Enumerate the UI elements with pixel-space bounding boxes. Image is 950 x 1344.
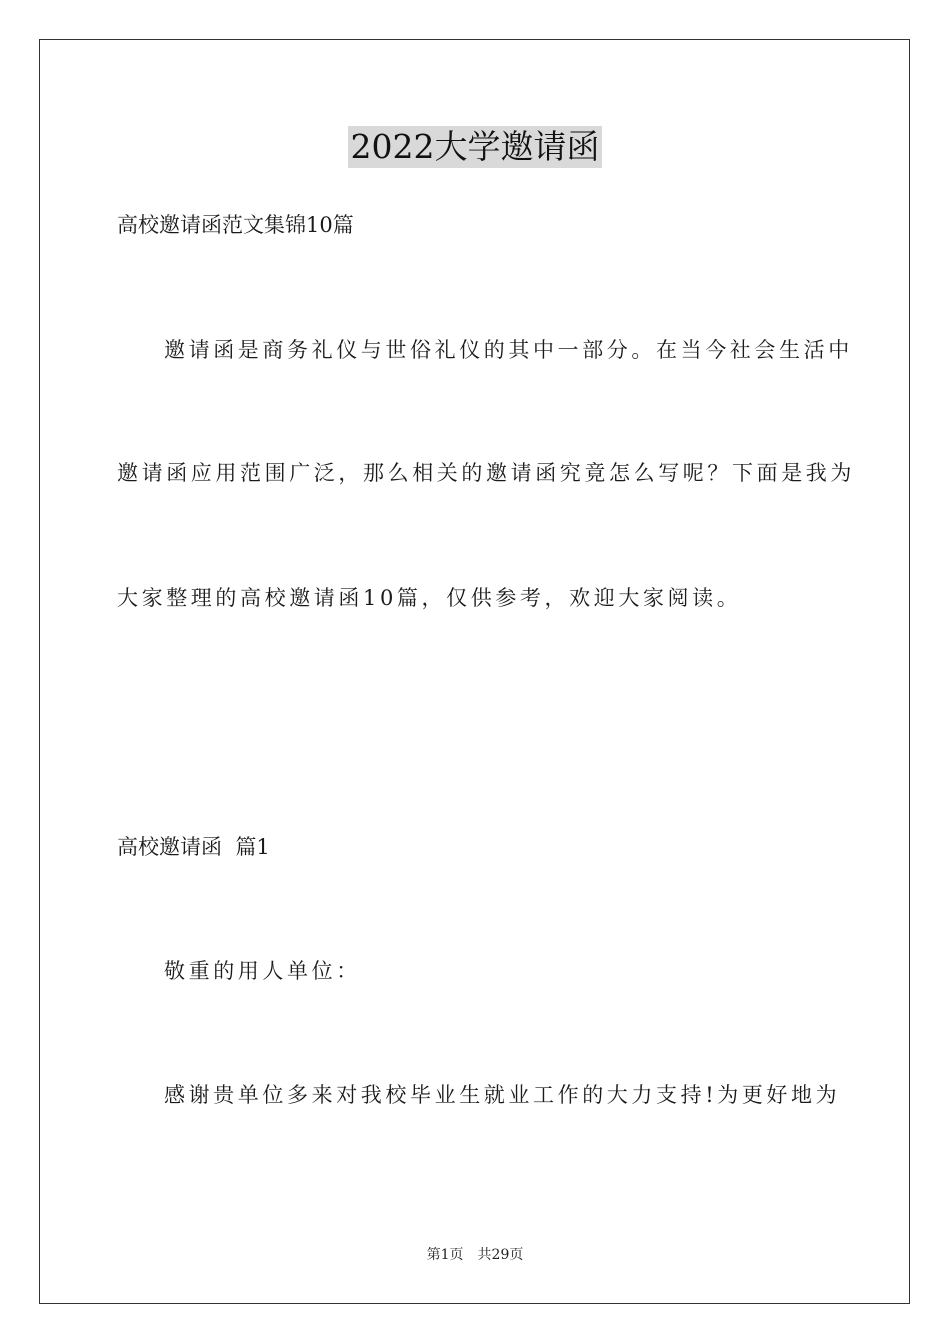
intro-line-1: 邀请函是商务礼仪与世俗礼仪的其中一部分。在当今社会生活中 [164,338,853,362]
page-number-total: 共29页 [477,1247,524,1263]
section-heading: 高校邀请函 篇1 [117,835,270,859]
page-number-current: 第1页 [426,1247,464,1263]
intro-line-3: 大家整理的高校邀请函10篇，仅供参考，欢迎大家阅读。 [117,586,742,610]
intro-line-2: 邀请函应用范围广泛，那么相关的邀请函究竟怎么写呢？下面是我为 [117,461,855,485]
page-footer [0,1245,950,1265]
document-title: 2022大学邀请函 [348,126,603,168]
salutation: 敬重的用人单位： [164,959,361,983]
title-container [0,126,950,168]
document-subtitle: 高校邀请函范文集锦10篇 [117,213,354,237]
body-line: 感谢贵单位多来对我校毕业生就业工作的大力支持!为更好地为 [164,1083,841,1107]
